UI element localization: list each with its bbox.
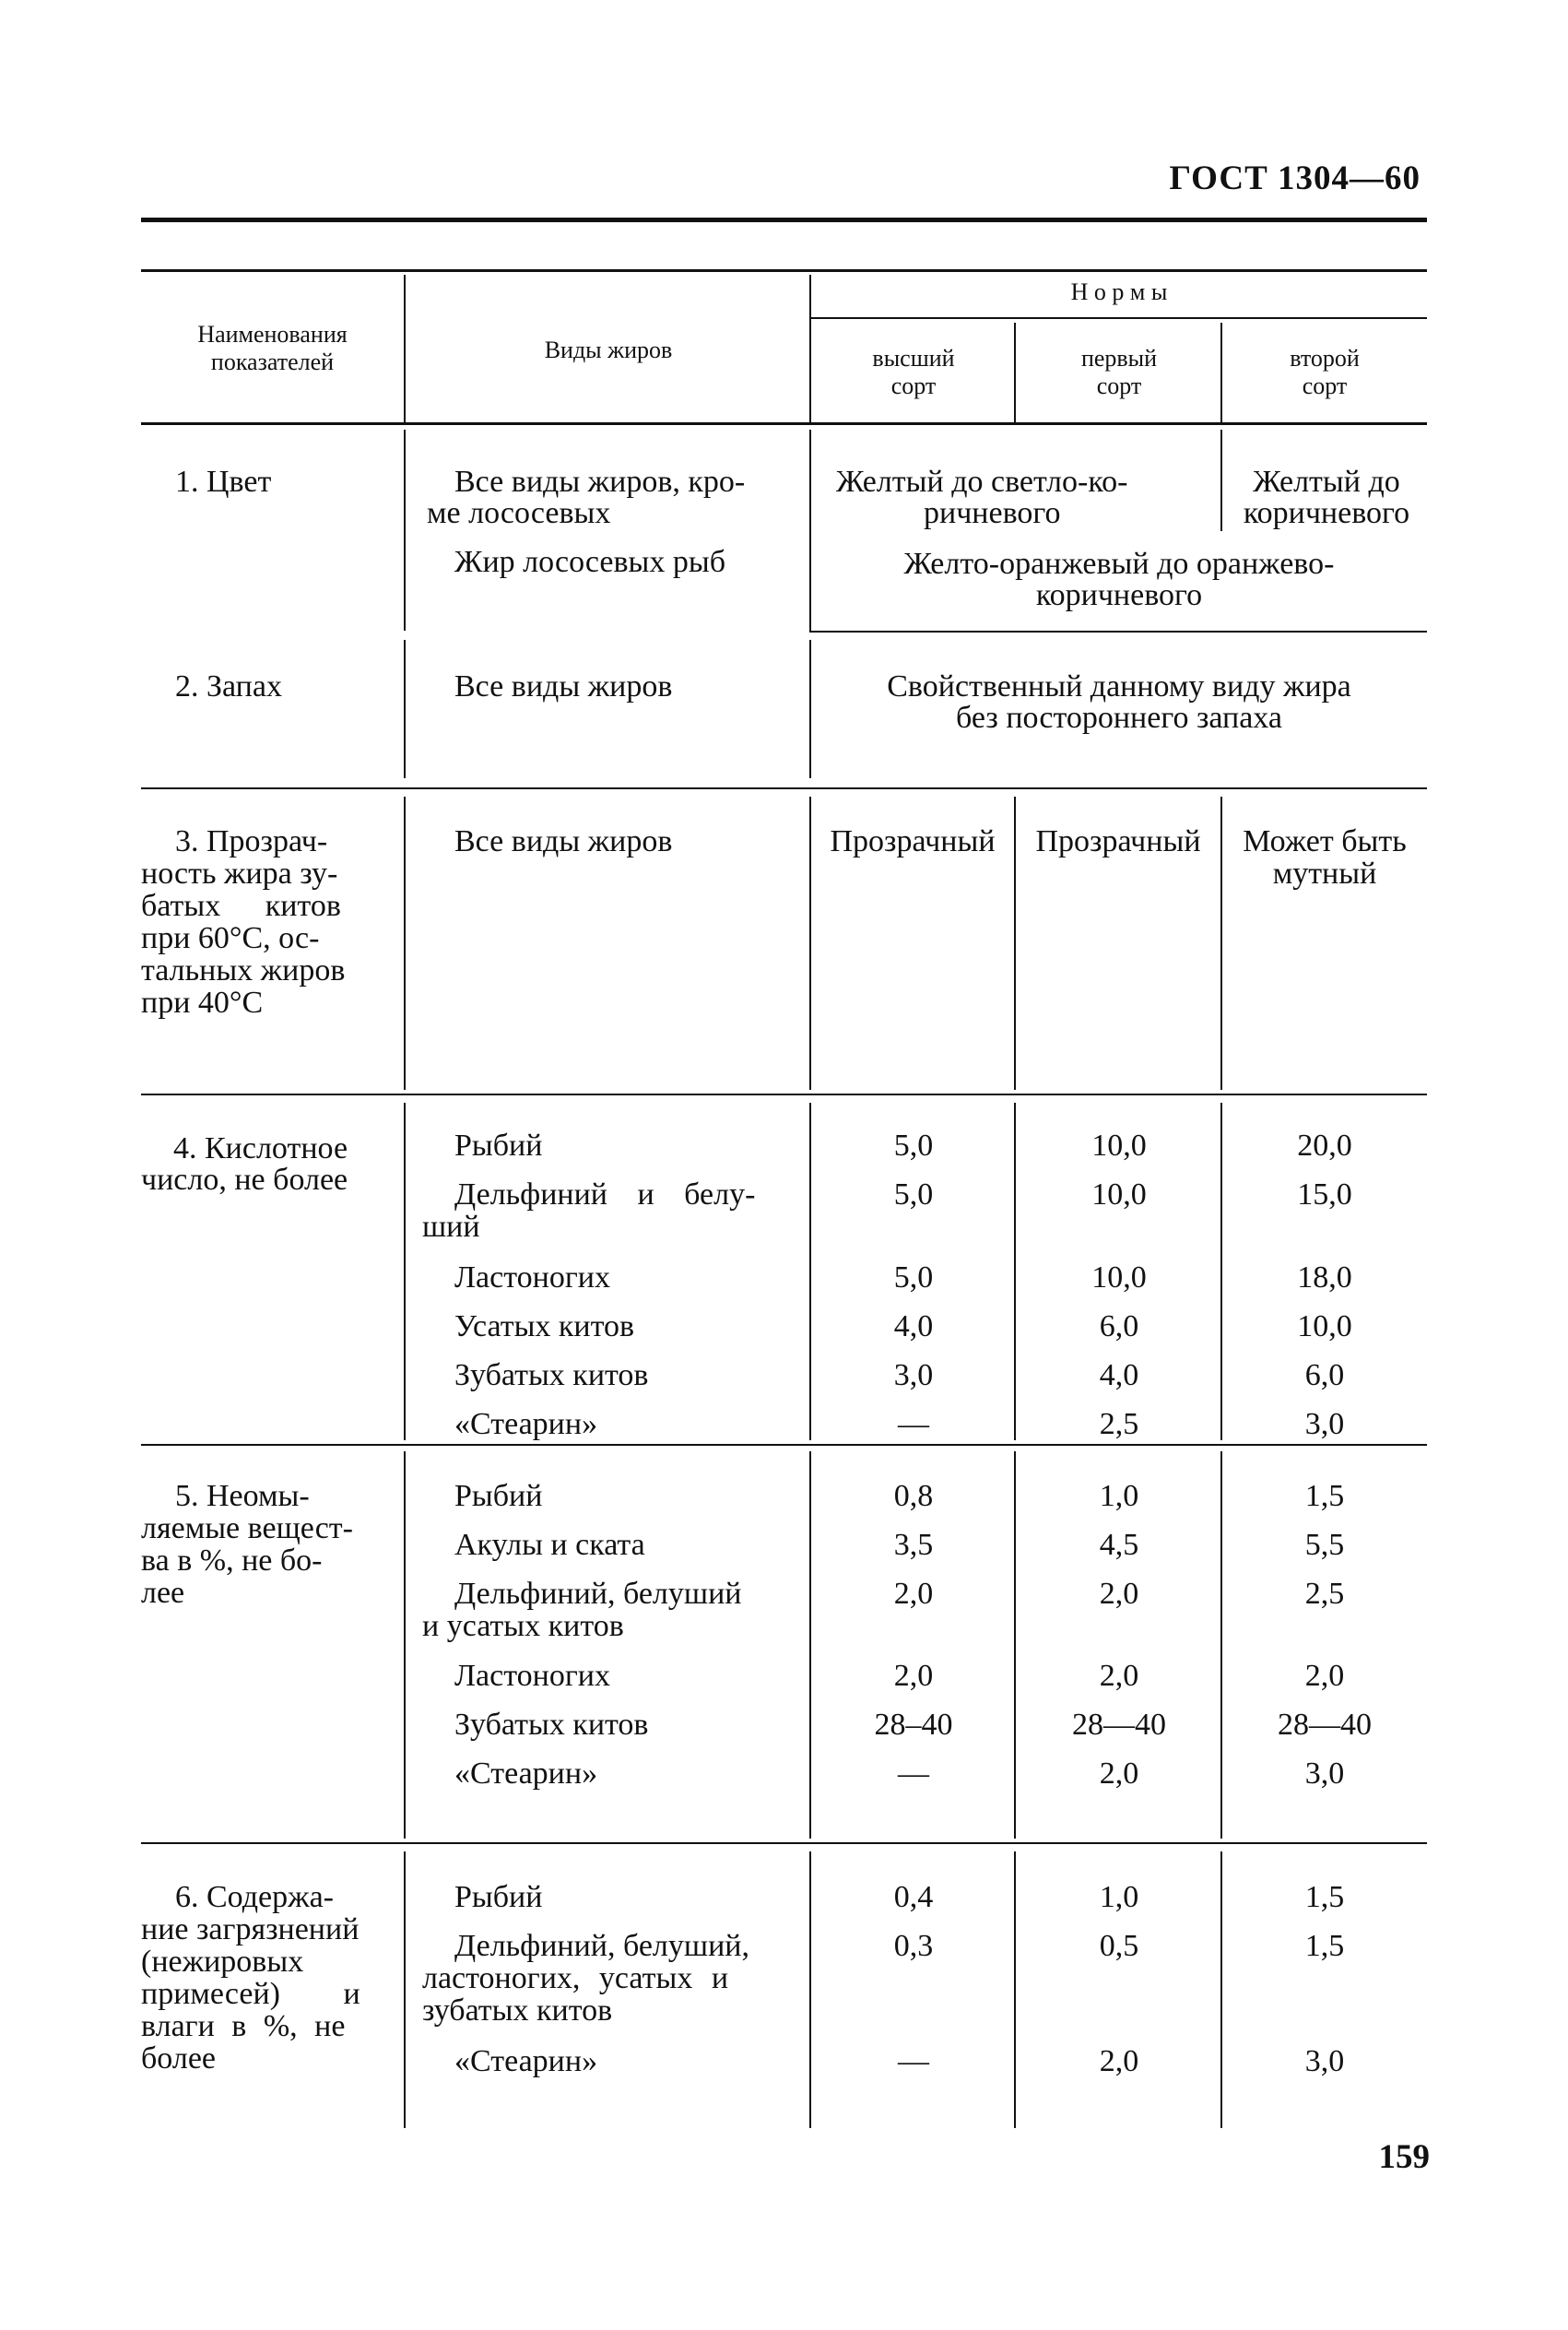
s4-r5-type: Зубатых китов (454, 1358, 649, 1392)
s5-r3-v1: 2,0 (893, 1577, 934, 1611)
col-divider (404, 1103, 406, 1440)
header-grade1-line1: высший (872, 345, 955, 372)
col-divider (404, 275, 406, 422)
section-5-name-l3: ва в %, не бо- (141, 1543, 323, 1578)
section-6-name-l6: более (141, 2041, 216, 2076)
s5-r5-type: Зубатых китов (454, 1708, 649, 1742)
s5-r6-v3: 3,0 (1304, 1756, 1345, 1791)
s2-row1-type: Все виды жиров (454, 669, 673, 704)
s4-r4-v2: 6,0 (1099, 1309, 1139, 1343)
s5-r2-v2: 4,5 (1099, 1528, 1139, 1562)
s5-r4-v3: 2,0 (1304, 1659, 1345, 1693)
section-2-name: 2. Запах (175, 669, 282, 704)
s1-row1-norm-l2: ричневого (924, 496, 1061, 530)
header-grade2-line2: сорт (1096, 373, 1142, 399)
s6-r3-v1: — (898, 2044, 929, 2078)
col-divider (1220, 1103, 1222, 1440)
s4-r3-v3: 18,0 (1297, 1260, 1352, 1295)
table-top-rule (141, 269, 1427, 272)
s4-r1-v3: 20,0 (1297, 1129, 1352, 1163)
col-divider (809, 797, 811, 1090)
top-thick-rule (141, 218, 1427, 222)
s5-r5-v3: 28—40 (1278, 1708, 1372, 1742)
s5-r4-v1: 2,0 (893, 1659, 934, 1693)
s4-r5-v2: 4,0 (1099, 1358, 1139, 1392)
col-divider (404, 640, 406, 778)
col-divider (1220, 1451, 1222, 1839)
col-divider (404, 430, 406, 631)
s5-r2-v3: 5,5 (1304, 1528, 1345, 1562)
section-3-name-l1: 3. Прозрач- (175, 824, 328, 858)
s5-r1-v3: 1,5 (1304, 1479, 1345, 1513)
s5-r1-v2: 1,0 (1099, 1479, 1139, 1513)
section-3-name-l2: ность жира зу- (141, 857, 338, 891)
s4-r4-v1: 4,0 (893, 1309, 934, 1343)
s4-r1-v1: 5,0 (893, 1129, 934, 1163)
section-3-name-l5: тальных жиров (141, 953, 346, 988)
s5-r2-v1: 3,5 (893, 1528, 934, 1562)
header-indicator-line2: показателей (210, 349, 335, 375)
s6-r1-v2: 1,0 (1099, 1880, 1139, 1914)
s5-r3-v3: 2,5 (1304, 1577, 1345, 1611)
s4-r2-v1: 5,0 (893, 1177, 934, 1212)
s4-r2-v2: 10,0 (1091, 1177, 1147, 1212)
s5-r6-type: «Стеарин» (454, 1756, 598, 1791)
s6-r1-v3: 1,5 (1304, 1880, 1345, 1914)
section-3-name-l4: при 60°С, ос- (141, 921, 320, 955)
col-divider (809, 1103, 811, 1440)
col-divider (404, 1451, 406, 1839)
s4-r3-type: Ластоногих (454, 1260, 610, 1295)
document-code: ГОСТ 1304—60 (1169, 160, 1421, 197)
s5-r1-type: Рыбий (454, 1479, 543, 1513)
header-grade3-line1: второй (1290, 345, 1360, 372)
s6-r1-type: Рыбий (454, 1880, 543, 1914)
s6-r2-v3: 1,5 (1304, 1929, 1345, 1963)
section-5-name-l4: лее (141, 1576, 185, 1610)
s4-r6-v2: 2,5 (1099, 1407, 1139, 1441)
section-1-bottom-rule (809, 631, 1427, 633)
s1-row1-grade3-l2: коричневого (1243, 496, 1410, 530)
col-divider (1014, 797, 1016, 1090)
header-norms: Н о р м ы (1070, 278, 1168, 305)
col-divider (809, 275, 811, 422)
col-divider (809, 430, 811, 631)
s5-r3-v2: 2,0 (1099, 1577, 1139, 1611)
s6-r2-v1: 0,3 (893, 1929, 934, 1963)
section-3-bottom-rule (141, 1094, 1427, 1095)
header-grade1-line2: сорт (890, 373, 937, 399)
section-6-name-l4: примесей) и (141, 1977, 360, 2011)
s5-r5-v1: 28–40 (874, 1708, 953, 1742)
col-divider (404, 1851, 406, 2128)
s6-r3-v2: 2,0 (1099, 2044, 1139, 2078)
col-divider (1014, 323, 1016, 422)
s6-r2-v2: 0,5 (1099, 1929, 1139, 1963)
s6-r3-v3: 3,0 (1304, 2044, 1345, 2078)
s4-r3-v2: 10,0 (1091, 1260, 1147, 1295)
s4-r5-v1: 3,0 (893, 1358, 934, 1392)
header-fat-types: Виды жиров (544, 337, 673, 363)
col-divider (809, 1451, 811, 1839)
col-divider (1220, 1851, 1222, 2128)
s1-row1-norm-l1: Желтый до светло-ко- (836, 465, 1128, 499)
section-1-name: 1. Цвет (175, 465, 272, 499)
s5-r1-v1: 0,8 (893, 1479, 934, 1513)
section-6-name-l5: влаги в %, не (141, 2009, 346, 2043)
s4-r6-v3: 3,0 (1304, 1407, 1345, 1441)
s4-r1-v2: 10,0 (1091, 1129, 1147, 1163)
s1-row1-type-l1: Все виды жиров, кро- (454, 465, 746, 499)
col-divider (809, 640, 811, 778)
s4-r3-v1: 5,0 (893, 1260, 934, 1295)
col-divider (1014, 1103, 1016, 1440)
col-divider (1220, 797, 1222, 1090)
norms-underline (811, 317, 1427, 319)
s1-row2-span-l2: коричневого (1035, 578, 1203, 612)
header-grade2-line1: первый (1080, 345, 1158, 372)
s5-r2-type: Акулы и ската (454, 1528, 645, 1562)
section-4-name-l2: число, не более (141, 1163, 348, 1197)
s6-r2-type-l1: Дельфиний, белуший, (454, 1929, 749, 1963)
section-6-name-l2: ние загрязнений (141, 1912, 360, 1946)
s2-row1-span-l1: Свойственный данному виду жира (887, 669, 1351, 704)
section-3-name-l3: батых китов (141, 889, 341, 923)
section-4-name-l1: 4. Кислотное (173, 1131, 348, 1165)
s4-r4-type: Усатых китов (454, 1309, 635, 1343)
s6-r2-type-l3: зубатых китов (422, 1993, 613, 2028)
header-bottom-rule (141, 422, 1427, 425)
s1-row2-type: Жир лососевых рыб (454, 545, 726, 579)
s4-r2-type-l1: Дельфиний и белу- (454, 1177, 756, 1212)
s4-r5-v3: 6,0 (1304, 1358, 1345, 1392)
s2-row1-span-l2: без постороннего запаха (956, 701, 1282, 735)
s4-r1-type: Рыбий (454, 1129, 543, 1163)
s3-row1-grade1: Прозрачный (830, 824, 996, 858)
section-6-name-l3: (нежировых (141, 1945, 304, 1979)
s1-row1-type-l2: ме лососевых (427, 496, 611, 530)
s6-r2-type-l2: ластоногих, усатых и (422, 1961, 729, 1995)
s1-row2-span-l1: Желто-оранжевый до оранжево- (903, 547, 1335, 581)
section-2-bottom-rule (141, 787, 1427, 789)
section-3-name-l6: при 40°С (141, 986, 264, 1020)
s4-r6-type: «Стеарин» (454, 1407, 598, 1441)
header-indicator-line1: Наименования (197, 321, 348, 348)
section-5-name-l1: 5. Неомы- (175, 1479, 310, 1513)
s5-r4-v2: 2,0 (1099, 1659, 1139, 1693)
s3-row1-grade2: Прозрачный (1035, 824, 1201, 858)
header-grade3-line2: сорт (1302, 373, 1348, 399)
s4-r2-v3: 15,0 (1297, 1177, 1352, 1212)
s4-r4-v3: 10,0 (1297, 1309, 1352, 1343)
s6-r1-v1: 0,4 (893, 1880, 934, 1914)
s5-r6-v1: — (898, 1756, 929, 1791)
section-6-name-l1: 6. Содержа- (175, 1880, 334, 1914)
s4-r2-type-l2: ший (422, 1210, 480, 1244)
s1-row1-grade3-l1: Желтый до (1253, 465, 1400, 499)
section-5-bottom-rule (141, 1842, 1427, 1844)
col-divider (809, 1851, 811, 2128)
s5-r3-type-l2: и усатых китов (422, 1609, 624, 1643)
s3-row1-type: Все виды жиров (454, 824, 673, 858)
col-divider (1014, 1451, 1016, 1839)
col-divider (1220, 323, 1222, 422)
page-number: 159 (1378, 2138, 1430, 2176)
s4-r6-v1: — (898, 1407, 929, 1441)
section-4-bottom-rule (141, 1444, 1427, 1446)
s3-row1-grade3-l1: Может быть (1243, 824, 1407, 858)
section-5-name-l2: ляемые вещест- (141, 1511, 353, 1545)
s5-r3-type-l1: Дельфиний, белуший (454, 1577, 742, 1611)
s5-r6-v2: 2,0 (1099, 1756, 1139, 1791)
s5-r5-v2: 28—40 (1072, 1708, 1166, 1742)
col-divider (1220, 430, 1222, 531)
s3-row1-grade3-l2: мутный (1272, 857, 1377, 891)
s6-r3-type: «Стеарин» (454, 2044, 598, 2078)
s5-r4-type: Ластоногих (454, 1659, 610, 1693)
col-divider (1014, 1851, 1016, 2128)
col-divider (404, 797, 406, 1090)
